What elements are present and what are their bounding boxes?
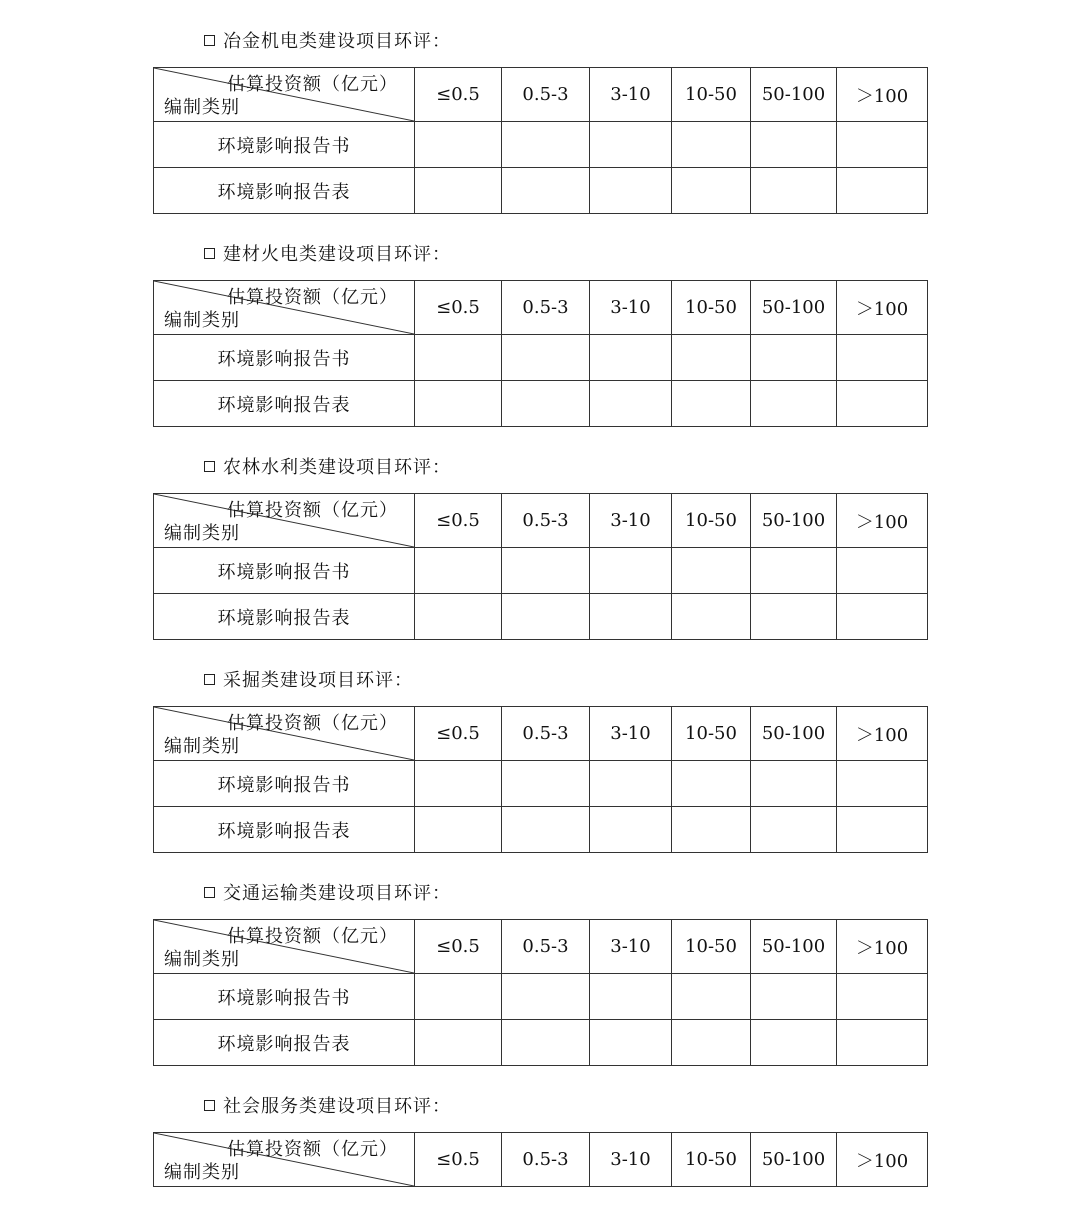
range-header: 3-10 [590,920,672,974]
range-header: 50-100 [751,68,837,122]
empty-entry-cell[interactable] [672,974,751,1020]
section-checkbox[interactable] [204,248,215,259]
empty-entry-cell[interactable] [590,548,672,594]
category-label: 编制类别 [164,310,240,331]
empty-entry-cell[interactable] [502,974,590,1020]
table-row [154,1020,928,1066]
empty-entry-cell[interactable] [502,548,590,594]
table-row [154,381,928,427]
range-header: 0.5-3 [502,68,590,122]
empty-entry-cell[interactable] [837,594,928,640]
table-row [154,168,928,214]
empty-entry-cell[interactable] [502,807,590,853]
header-row [154,707,928,761]
empty-entry-cell[interactable] [837,807,928,853]
row-label: 环境影响报告表 [154,168,415,214]
empty-entry-cell[interactable] [502,168,590,214]
investment-table [153,706,928,853]
empty-entry-cell[interactable] [672,1020,751,1066]
empty-entry-cell[interactable] [672,381,751,427]
section-title-text: 农林水利类建设项目环评： [223,457,451,478]
range-header: 0.5-3 [502,494,590,548]
range-header: 50-100 [751,281,837,335]
empty-entry-cell[interactable] [415,168,502,214]
range-header: ＞100 [837,68,928,122]
investment-table [153,919,928,1066]
header-row [154,494,928,548]
empty-entry-cell[interactable] [590,761,672,807]
investment-table [153,493,928,640]
row-label: 环境影响报告书 [154,548,415,594]
section-title [204,456,451,480]
diagonal-header-cell [154,707,415,761]
table-row [154,974,928,1020]
empty-entry-cell[interactable] [415,807,502,853]
category-label: 编制类别 [164,523,240,544]
category-label: 编制类别 [164,949,240,970]
range-header: 0.5-3 [502,920,590,974]
range-header: ≤0.5 [415,707,502,761]
range-header: 50-100 [751,494,837,548]
range-header: ≤0.5 [415,281,502,335]
section-title-text: 采掘类建设项目环评： [223,670,413,691]
diagonal-header-cell [154,1133,415,1187]
range-header: 10-50 [672,920,751,974]
range-header: 3-10 [590,68,672,122]
row-label: 环境影响报告书 [154,122,415,168]
diagonal-header-cell [154,494,415,548]
empty-entry-cell[interactable] [751,168,837,214]
empty-entry-cell[interactable] [837,1020,928,1066]
range-header: 10-50 [672,707,751,761]
empty-entry-cell[interactable] [502,1020,590,1066]
range-header: 0.5-3 [502,1133,590,1187]
empty-entry-cell[interactable] [415,974,502,1020]
empty-entry-cell[interactable] [672,168,751,214]
row-label: 环境影响报告书 [154,974,415,1020]
empty-entry-cell[interactable] [751,974,837,1020]
investment-amount-label: 估算投资额（亿元） [227,1139,398,1160]
section-title [204,30,451,54]
section-title-text: 交通运输类建设项目环评： [223,883,451,904]
diagonal-header-cell [154,68,415,122]
empty-entry-cell[interactable] [672,761,751,807]
range-header: ＞100 [837,1133,928,1187]
empty-entry-cell[interactable] [415,1020,502,1066]
range-header: ≤0.5 [415,1133,502,1187]
empty-entry-cell[interactable] [751,548,837,594]
investment-amount-label: 估算投资额（亿元） [227,500,398,521]
empty-entry-cell[interactable] [751,335,837,381]
row-label: 环境影响报告书 [154,761,415,807]
investment-amount-label: 估算投资额（亿元） [227,926,398,947]
range-header: 0.5-3 [502,281,590,335]
empty-entry-cell[interactable] [590,594,672,640]
section-title [204,243,451,267]
empty-entry-cell[interactable] [672,807,751,853]
range-header: 50-100 [751,1133,837,1187]
empty-entry-cell[interactable] [672,335,751,381]
empty-entry-cell[interactable] [837,381,928,427]
row-label: 环境影响报告书 [154,335,415,381]
table-row [154,548,928,594]
table-row [154,335,928,381]
section-checkbox[interactable] [204,461,215,472]
empty-entry-cell[interactable] [590,1020,672,1066]
empty-entry-cell[interactable] [502,122,590,168]
empty-entry-cell[interactable] [672,122,751,168]
empty-entry-cell[interactable] [590,974,672,1020]
empty-entry-cell[interactable] [837,548,928,594]
table-row [154,807,928,853]
empty-entry-cell[interactable] [672,548,751,594]
section-title-text: 冶金机电类建设项目环评： [223,31,451,52]
range-header: 50-100 [751,707,837,761]
empty-entry-cell[interactable] [672,594,751,640]
range-header: 10-50 [672,68,751,122]
header-row [154,68,928,122]
empty-entry-cell[interactable] [502,761,590,807]
empty-entry-cell[interactable] [837,761,928,807]
section-title [204,669,413,693]
row-label: 环境影响报告表 [154,381,415,427]
header-row [154,1133,928,1187]
range-header: 3-10 [590,281,672,335]
empty-entry-cell[interactable] [837,168,928,214]
empty-entry-cell[interactable] [751,1020,837,1066]
empty-entry-cell[interactable] [415,594,502,640]
empty-entry-cell[interactable] [415,122,502,168]
row-label: 环境影响报告表 [154,807,415,853]
investment-amount-label: 估算投资额（亿元） [227,287,398,308]
empty-entry-cell[interactable] [590,122,672,168]
range-header: 10-50 [672,1133,751,1187]
empty-entry-cell[interactable] [590,335,672,381]
range-header: 3-10 [590,707,672,761]
empty-entry-cell[interactable] [502,335,590,381]
investment-amount-label: 估算投资额（亿元） [227,74,398,95]
empty-entry-cell[interactable] [751,122,837,168]
empty-entry-cell[interactable] [590,807,672,853]
diagonal-header-cell [154,281,415,335]
investment-table [153,280,928,427]
empty-entry-cell[interactable] [502,381,590,427]
table-row [154,761,928,807]
range-header: ≤0.5 [415,68,502,122]
category-label: 编制类别 [164,1162,240,1183]
range-header: ＞100 [837,494,928,548]
range-header: ＞100 [837,920,928,974]
section-title-text: 建材火电类建设项目环评： [223,244,451,265]
empty-entry-cell[interactable] [590,381,672,427]
range-header: 10-50 [672,281,751,335]
empty-entry-cell[interactable] [590,168,672,214]
empty-entry-cell[interactable] [415,381,502,427]
range-header: 0.5-3 [502,707,590,761]
range-header: ≤0.5 [415,920,502,974]
category-label: 编制类别 [164,97,240,118]
empty-entry-cell[interactable] [837,974,928,1020]
diagonal-header-cell [154,920,415,974]
investment-amount-label: 估算投资额（亿元） [227,713,398,734]
range-header: ＞100 [837,281,928,335]
range-header: 3-10 [590,1133,672,1187]
header-row [154,281,928,335]
row-label: 环境影响报告表 [154,1020,415,1066]
empty-entry-cell[interactable] [751,761,837,807]
range-header: 3-10 [590,494,672,548]
section-title [204,1095,451,1119]
table-row [154,594,928,640]
empty-entry-cell[interactable] [751,594,837,640]
section-checkbox[interactable] [204,887,215,898]
header-row [154,920,928,974]
range-header: 10-50 [672,494,751,548]
range-header: ≤0.5 [415,494,502,548]
section-title [204,882,451,906]
empty-entry-cell[interactable] [751,381,837,427]
empty-entry-cell[interactable] [415,335,502,381]
investment-table [153,1132,928,1187]
section-checkbox[interactable] [204,674,215,685]
empty-entry-cell[interactable] [502,594,590,640]
empty-entry-cell[interactable] [415,548,502,594]
section-checkbox[interactable] [204,35,215,46]
table-row [154,122,928,168]
range-header: ＞100 [837,707,928,761]
section-title-text: 社会服务类建设项目环评： [223,1096,451,1117]
empty-entry-cell[interactable] [837,335,928,381]
range-header: 50-100 [751,920,837,974]
section-checkbox[interactable] [204,1100,215,1111]
investment-table [153,67,928,214]
empty-entry-cell[interactable] [415,761,502,807]
category-label: 编制类别 [164,736,240,757]
row-label: 环境影响报告表 [154,594,415,640]
empty-entry-cell[interactable] [837,122,928,168]
empty-entry-cell[interactable] [751,807,837,853]
